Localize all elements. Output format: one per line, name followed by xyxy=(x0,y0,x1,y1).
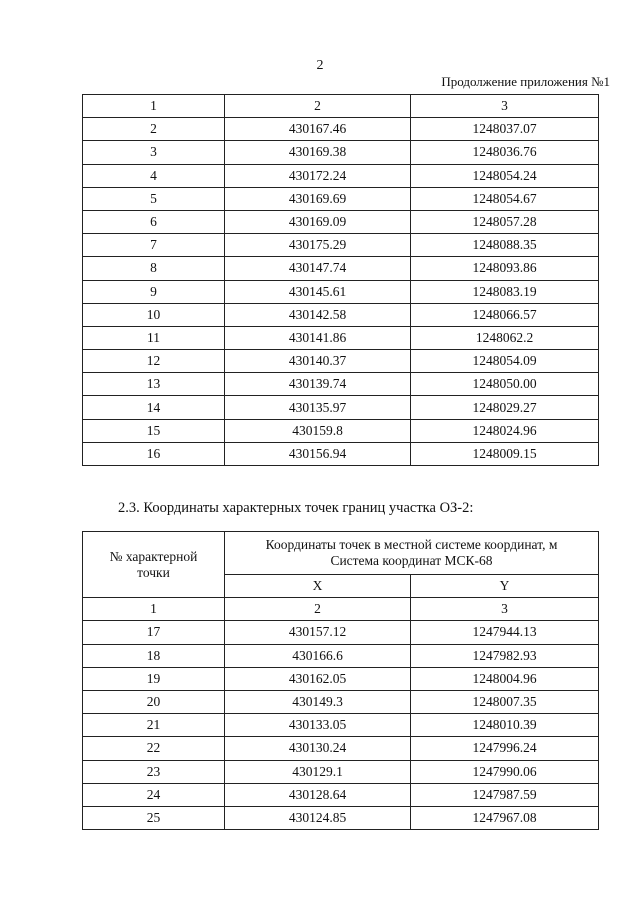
y-coordinate-cell: 1248054.24 xyxy=(411,164,599,187)
section-heading: 2.3. Координаты характерных точек границ участка ОЗ-2: xyxy=(118,500,474,516)
header-cell: 3 xyxy=(411,95,599,118)
point-number-header-line1: № характерной xyxy=(109,548,198,564)
y-header: Y xyxy=(411,575,599,598)
coordinates-table-continued xyxy=(82,94,599,466)
y-coordinate-cell: 1248062.2 xyxy=(411,326,599,349)
point-number-cell: 17 xyxy=(83,621,225,644)
table-row xyxy=(83,326,599,349)
point-number-cell: 6 xyxy=(83,210,225,233)
table-row xyxy=(83,234,599,257)
point-number-cell: 24 xyxy=(83,783,225,806)
y-coordinate-cell: 1248093.86 xyxy=(411,257,599,280)
point-number-cell: 14 xyxy=(83,396,225,419)
table-row xyxy=(83,690,599,713)
point-number-cell: 18 xyxy=(83,644,225,667)
y-coordinate-cell: 1248057.28 xyxy=(411,210,599,233)
table-header-row xyxy=(83,95,599,118)
point-number-cell: 3 xyxy=(83,141,225,164)
table-row xyxy=(83,783,599,806)
x-coordinate-cell: 430167.46 xyxy=(225,118,411,141)
table-row xyxy=(83,737,599,760)
y-coordinate-cell: 1247987.59 xyxy=(411,783,599,806)
x-coordinate-cell: 430141.86 xyxy=(225,326,411,349)
table-row xyxy=(83,760,599,783)
column-number-row xyxy=(83,598,599,621)
y-coordinate-cell: 1248007.35 xyxy=(411,690,599,713)
x-coordinate-cell: 430156.94 xyxy=(225,442,411,465)
table-row xyxy=(83,303,599,326)
header-cell: 1 xyxy=(83,95,225,118)
x-coordinate-cell: 430135.97 xyxy=(225,396,411,419)
x-coordinate-cell: 430139.74 xyxy=(225,373,411,396)
y-coordinate-cell: 1247967.08 xyxy=(411,806,599,829)
point-number-cell: 4 xyxy=(83,164,225,187)
point-number-cell: 13 xyxy=(83,373,225,396)
point-number-cell: 16 xyxy=(83,442,225,465)
point-number-cell: 2 xyxy=(83,118,225,141)
table-row xyxy=(83,164,599,187)
table-row xyxy=(83,419,599,442)
point-number-cell: 15 xyxy=(83,419,225,442)
y-coordinate-cell: 1248054.67 xyxy=(411,187,599,210)
x-coordinate-cell: 430169.09 xyxy=(225,210,411,233)
x-coordinate-cell: 430169.69 xyxy=(225,187,411,210)
point-number-cell: 10 xyxy=(83,303,225,326)
column-number-cell: 3 xyxy=(411,598,599,621)
point-number-cell: 11 xyxy=(83,326,225,349)
table-row xyxy=(83,187,599,210)
table-row xyxy=(83,667,599,690)
column-number-cell: 1 xyxy=(83,598,225,621)
point-number-cell: 8 xyxy=(83,257,225,280)
point-number-cell: 23 xyxy=(83,760,225,783)
point-number-cell: 19 xyxy=(83,667,225,690)
header-cell: 2 xyxy=(225,95,411,118)
y-coordinate-cell: 1248054.09 xyxy=(411,350,599,373)
y-coordinate-cell: 1248036.76 xyxy=(411,141,599,164)
point-number-cell: 7 xyxy=(83,234,225,257)
table-row xyxy=(83,280,599,303)
table-row xyxy=(83,141,599,164)
table-row xyxy=(83,442,599,465)
x-coordinate-cell: 430175.29 xyxy=(225,234,411,257)
coordinates-header-line2: Система координат МСК-68 xyxy=(330,553,493,568)
y-coordinate-cell: 1248083.19 xyxy=(411,280,599,303)
y-coordinate-cell: 1248066.57 xyxy=(411,303,599,326)
point-number-header xyxy=(83,532,225,598)
x-coordinate-cell: 430157.12 xyxy=(225,621,411,644)
y-coordinate-cell: 1248010.39 xyxy=(411,714,599,737)
x-coordinate-cell: 430133.05 xyxy=(225,714,411,737)
y-coordinate-cell: 1248004.96 xyxy=(411,667,599,690)
point-number-cell: 20 xyxy=(83,690,225,713)
table-header-row xyxy=(83,532,599,575)
x-coordinate-cell: 430162.05 xyxy=(225,667,411,690)
y-coordinate-cell: 1247990.06 xyxy=(411,760,599,783)
y-coordinate-cell: 1248037.07 xyxy=(411,118,599,141)
point-number-cell: 25 xyxy=(83,806,225,829)
y-coordinate-cell: 1248050.00 xyxy=(411,373,599,396)
coordinates-table-oz2 xyxy=(82,531,599,830)
y-coordinate-cell: 1247944.13 xyxy=(411,621,599,644)
x-coordinate-cell: 430166.6 xyxy=(225,644,411,667)
point-number-cell: 9 xyxy=(83,280,225,303)
table-row xyxy=(83,806,599,829)
table-row xyxy=(83,210,599,233)
y-coordinate-cell: 1248029.27 xyxy=(411,396,599,419)
table-row xyxy=(83,118,599,141)
table-row xyxy=(83,714,599,737)
point-number-cell: 5 xyxy=(83,187,225,210)
y-coordinate-cell: 1248009.15 xyxy=(411,442,599,465)
table-row xyxy=(83,373,599,396)
coordinates-header xyxy=(225,532,599,575)
x-coordinate-cell: 430172.24 xyxy=(225,164,411,187)
appendix-continuation-note: Продолжение приложения №1 xyxy=(441,74,610,89)
x-coordinate-cell: 430149.3 xyxy=(225,690,411,713)
x-coordinate-cell: 430145.61 xyxy=(225,280,411,303)
table-row xyxy=(83,257,599,280)
x-coordinate-cell: 430169.38 xyxy=(225,141,411,164)
y-coordinate-cell: 1248024.96 xyxy=(411,419,599,442)
point-number-header-line2: точки xyxy=(137,564,170,580)
point-number-cell: 22 xyxy=(83,737,225,760)
x-coordinate-cell: 430159.8 xyxy=(225,419,411,442)
x-coordinate-cell: 430142.58 xyxy=(225,303,411,326)
x-coordinate-cell: 430130.24 xyxy=(225,737,411,760)
x-coordinate-cell: 430140.37 xyxy=(225,350,411,373)
page-number: 2 xyxy=(316,58,324,73)
x-coordinate-cell: 430147.74 xyxy=(225,257,411,280)
y-coordinate-cell: 1247982.93 xyxy=(411,644,599,667)
coordinates-header-line1: Координаты точек в местной системе координат, м xyxy=(265,537,558,552)
point-number-cell: 12 xyxy=(83,350,225,373)
y-coordinate-cell: 1247996.24 xyxy=(411,737,599,760)
table-row xyxy=(83,621,599,644)
point-number-cell: 21 xyxy=(83,714,225,737)
x-header: X xyxy=(225,575,411,598)
x-coordinate-cell: 430124.85 xyxy=(225,806,411,829)
y-coordinate-cell: 1248088.35 xyxy=(411,234,599,257)
table-row xyxy=(83,350,599,373)
table-row xyxy=(83,396,599,419)
x-coordinate-cell: 430128.64 xyxy=(225,783,411,806)
x-coordinate-cell: 430129.1 xyxy=(225,760,411,783)
column-number-cell: 2 xyxy=(225,598,411,621)
table-row xyxy=(83,644,599,667)
